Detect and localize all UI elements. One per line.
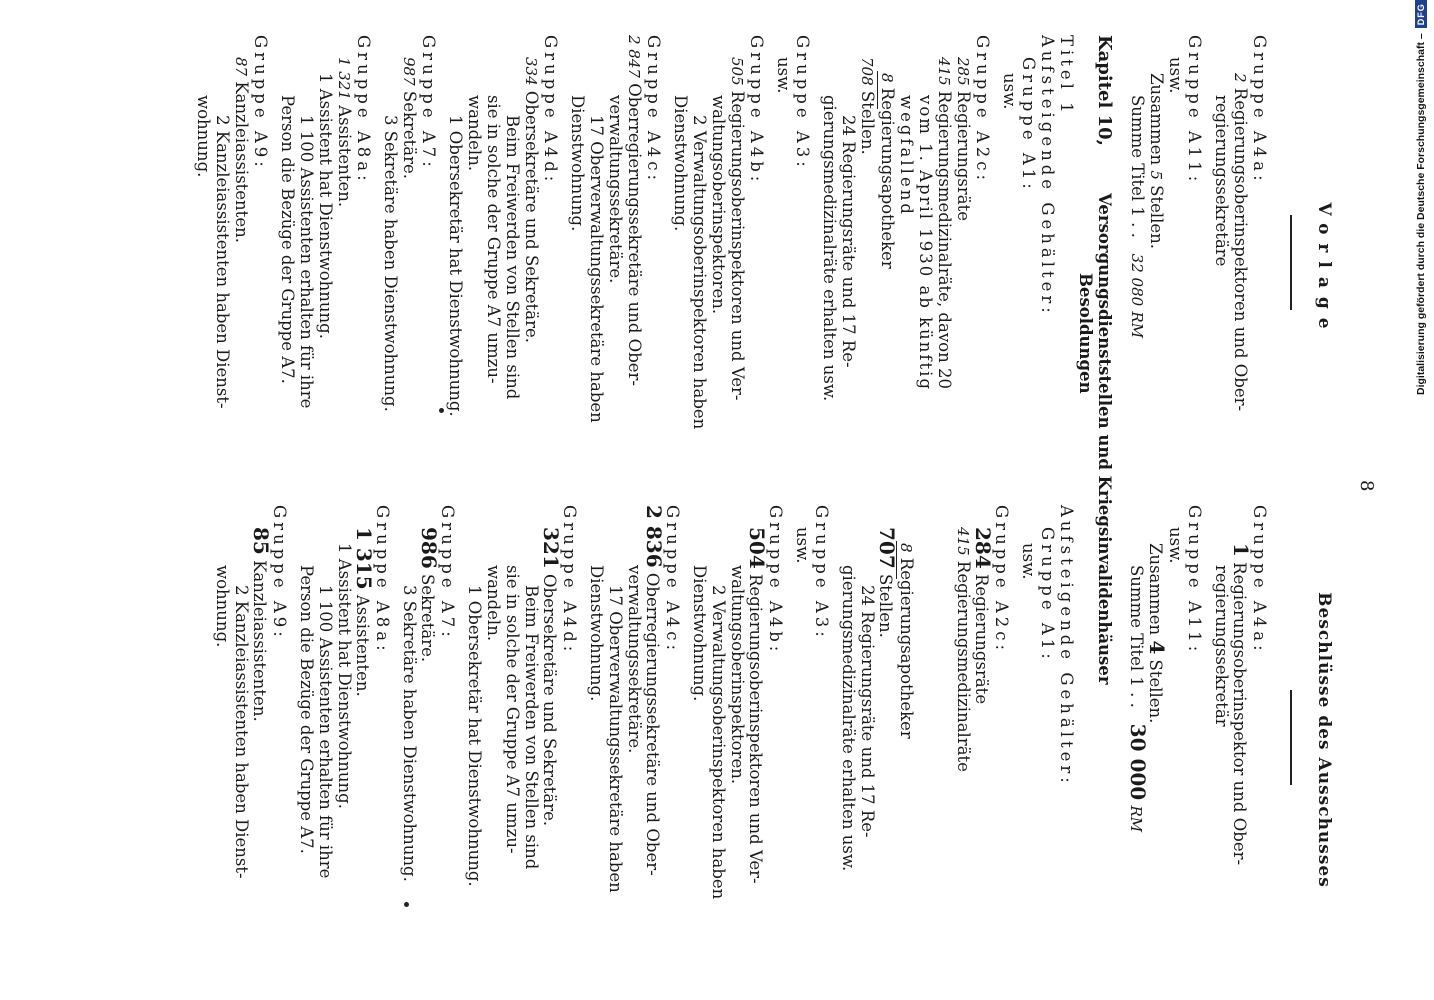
scan-speck [439, 408, 444, 413]
summe-line [1126, 505, 1150, 975]
a4d-line-5: 1 Obersekretär hat Dienstwohnung. [446, 115, 465, 417]
gruppe-a7-heading: Gruppe A7: [438, 505, 457, 641]
gruppe-a4b-heading: Gruppe A4b: [747, 35, 766, 186]
a8a-line-4: Person die Bezüge der Gruppe A7. [278, 95, 297, 384]
a8a-line-3: 1 100 Assistenten erhalten für ihre [316, 585, 335, 879]
gruppe-a4c-heading: Gruppe A4c: [644, 35, 663, 185]
a2c-note-1: 24 Regierungsräte und 17 Re- [858, 585, 877, 838]
a2c-line-2: 415 Regierungsmedizinalräte [954, 527, 973, 772]
a4c-line-1: 2 847 Oberregierungssekretäre und Ober- [625, 35, 644, 386]
gruppe-a11-heading: Gruppe A11: [1185, 505, 1204, 656]
a4a-line [1231, 35, 1250, 505]
scan-speck [404, 902, 409, 907]
a4b-line-4: Dienstwohnung. [671, 95, 690, 232]
gruppe-a8a-heading: Gruppe A8a: [354, 35, 373, 185]
a11-usw: usw. [1166, 527, 1185, 564]
kapitel-label: Kapitel 10, [1094, 35, 1115, 146]
a2c-line-4: wegfallend [897, 95, 916, 217]
a4c-line-2: verwaltungssekretäre. [606, 95, 625, 284]
summe-amount: 32 080 [1128, 253, 1146, 307]
summe-unit: RM [1128, 311, 1146, 339]
gruppe-a8a-heading: Gruppe A8a: [373, 505, 392, 655]
a4b-line-2: waltungsoberinspektoren. [728, 565, 747, 785]
aufsteigende-heading: Aufsteigende Gehälter: [1057, 505, 1076, 787]
a4b-line-1: 505 Regierungsoberinspektoren und Ver- [728, 57, 747, 401]
a2c-line-2: 415 Regierungsmedizinalräte, davon 20 [935, 57, 954, 389]
watermark-text: Digitalisierung gefördert durch die Deutsche Forschungsgemeinschaft – [1415, 33, 1427, 395]
a4c-line-4: Dienstwohnung. [587, 565, 606, 702]
a4d-line-3: sie in solche der Gruppe A7 umzu- [503, 565, 522, 854]
gruppe-a4d-heading: Gruppe A4d: [541, 35, 560, 186]
besoldungen-heading: Besoldungen [1076, 273, 1095, 394]
a4d-line-5: 1 Obersekretär hat Dienstwohnung. [465, 585, 484, 887]
zusammen-line: Zusammen 4 Stellen. [1145, 543, 1169, 724]
a2c-note-2: gierungsmedizinalräte erhalten usw. [839, 565, 858, 872]
a4d-line-1: 334 Obersekretäre und Sekretäre. [522, 57, 541, 344]
a4b-line-4: Dienstwohnung. [690, 565, 709, 702]
a1-usw: usw. [1000, 73, 1019, 110]
gruppe-a4a-heading: Gruppe A4a: [1250, 505, 1269, 655]
title-rule [1290, 690, 1292, 785]
gruppe-a7-heading: Gruppe A7: [419, 35, 438, 171]
a8a-line-1: 1 315 Assistenten. [352, 527, 376, 697]
a4c-line-2: verwaltungssekretäre. [625, 565, 644, 754]
a7-line-1: 986 Sekretäre. [417, 527, 441, 663]
a4b-line-2: waltungsoberinspektoren. [709, 95, 728, 315]
a4c-line-1: 2 836 Oberregierungssekretäre und Ober- [642, 505, 666, 876]
a11-usw: usw. [1166, 57, 1185, 94]
a4d-line-2: Beim Freiwerden von Stellen sind [503, 115, 522, 400]
summe-label: Summe Titel 1 . . [1127, 565, 1146, 708]
a7-line-2: 3 Sekretäre haben Dienstwohnung. [400, 585, 419, 882]
a1-usw: usw. [1019, 543, 1038, 580]
gruppe-a1-heading: Gruppe A1: [1019, 57, 1038, 193]
beschluesse-body [213, 505, 1269, 975]
a8a-line-2: 1 Assistent hat Dienstwohnung. [316, 73, 335, 339]
a2c-line-5: 8 Regierungsapotheker [878, 73, 897, 269]
a2c-line-3: vom 1. April 1930 ab künftig [916, 95, 935, 392]
a2c-line-5: 8 Regierungsapotheker [897, 543, 916, 739]
a4c-line-4: Dienstwohnung. [568, 95, 587, 232]
gruppe-a4b-heading: Gruppe A4b: [766, 505, 785, 656]
a4a-text: Regierungsoberinspektor und Ober- [1230, 562, 1249, 866]
a3-usw: usw. [774, 57, 793, 94]
gruppe-a11-heading: Gruppe A11: [1185, 35, 1204, 186]
a8a-line-2: 1 Assistent hat Dienstwohnung. [335, 543, 354, 809]
gruppe-a2c-heading: Gruppe A2c: [992, 505, 1011, 655]
a4d-line-4: wandeln. [465, 95, 484, 172]
vorlage-title: Vorlage [1314, 202, 1334, 338]
summe-label: Summe Titel 1 . . [1128, 95, 1147, 238]
a7-line-1: 987 Sekretäre. [400, 57, 419, 179]
summe-amount: 30 000 [1126, 723, 1150, 801]
a4d-line-1: 321 Obersekretäre und Sekretäre. [539, 527, 563, 827]
a9-line-1: 87 Kanzleiassistenten. [232, 57, 251, 243]
a4a-text: Regierungsoberinspektoren und Ober- [1231, 87, 1250, 412]
beschluesse-column [0, 505, 1434, 975]
gruppe-a9-heading: Gruppe A9: [251, 35, 270, 171]
zusammen-count: 4 [1145, 640, 1169, 655]
a8a-line-4: Person die Bezüge der Gruppe A7. [297, 565, 316, 854]
page-number: 8 [1356, 480, 1377, 492]
kapitel-heading [1094, 35, 1115, 685]
a9-line-3: wohnung. [194, 95, 213, 178]
gruppe-a1-heading: Gruppe A1: [1038, 527, 1057, 663]
zusammen-line: Zusammen 5 Stellen. [1147, 73, 1166, 250]
gruppe-a3-heading: Gruppe A3: [793, 35, 812, 171]
a2c-total: 708 Stellen. [858, 57, 877, 155]
gruppe-a9-heading: Gruppe A9: [270, 505, 289, 641]
titel-heading: Titel 1 [1057, 35, 1076, 117]
a8a-line-3: 1 100 Assistenten erhalten für ihre [297, 115, 316, 409]
a2c-total: 707 Stellen. [875, 527, 899, 638]
a9-line-2: 2 Kanzleiassistenten haben Dienst- [213, 115, 232, 409]
a9-line-3: wohnung. [213, 565, 232, 648]
a4a-count: 1 [1229, 543, 1253, 557]
a4c-line-3: 17 Oberverwaltungssekretäre haben [587, 115, 606, 423]
a2c-note-2: gierungsmedizinalräte erhalten usw. [820, 95, 839, 402]
gruppe-a3-heading: Gruppe A3: [812, 505, 831, 641]
zusammen-count: 5 [1147, 170, 1165, 180]
a4d-line-2: Beim Freiwerden von Stellen sind [522, 585, 541, 870]
a7-line-2: 3 Sekretäre haben Dienstwohnung. [381, 115, 400, 412]
a2c-line-1: 284 Regierungsräte [971, 527, 995, 705]
a4d-line-4: wandeln. [484, 565, 503, 642]
summe-unit: RM [1127, 805, 1145, 833]
aufsteigende-heading: Aufsteigende Gehälter: [1038, 35, 1057, 317]
a4a-line-2: regierungssekretäre [1212, 95, 1231, 267]
a9-line-2: 2 Kanzleiassistenten haben Dienst- [232, 585, 251, 879]
beschluesse-title: Beschlüsse des Ausschusses [1314, 592, 1334, 888]
a4b-line-3: 2 Verwaltungsoberinspektoren haben [690, 115, 709, 430]
a4a-line [1229, 505, 1253, 975]
a4d-line-3: sie in solche der Gruppe A7 umzu- [484, 95, 503, 384]
a4c-line-3: 17 Oberverwaltungssekretäre haben [606, 585, 625, 893]
a4b-line-1: 504 Regierungsoberinspektoren und Ver- [745, 527, 769, 884]
gruppe-a2c-heading: Gruppe A2c: [973, 35, 992, 185]
title-rule [1290, 215, 1292, 310]
a4a-line-2: regierungssekretär [1212, 565, 1231, 727]
a4b-line-3: 2 Verwaltungsoberinspektoren haben [709, 585, 728, 900]
dfg-logo: DFG [1415, 0, 1427, 28]
a9-line-1: 85 Kanzleiassistenten. [249, 527, 273, 722]
summe-line [1128, 35, 1147, 505]
a2c-line-1: 285 Regierungsräte [954, 57, 973, 221]
a4a-count: 2 [1231, 73, 1249, 83]
kapitel-title: Versorgungsdienststellen und Kriegsinvalidenhäuser [1095, 193, 1114, 685]
a3-usw: usw. [793, 527, 812, 564]
gruppe-a4d-heading: Gruppe A4d: [560, 505, 579, 656]
gruppe-a4c-heading: Gruppe A4c: [663, 505, 682, 655]
gruppe-a4a-heading: Gruppe A4a: [1250, 35, 1269, 185]
a8a-line-1: 1 321 Assistenten. [335, 57, 354, 208]
a2c-note-1: 24 Regierungsräte und 17 Re- [839, 115, 858, 368]
